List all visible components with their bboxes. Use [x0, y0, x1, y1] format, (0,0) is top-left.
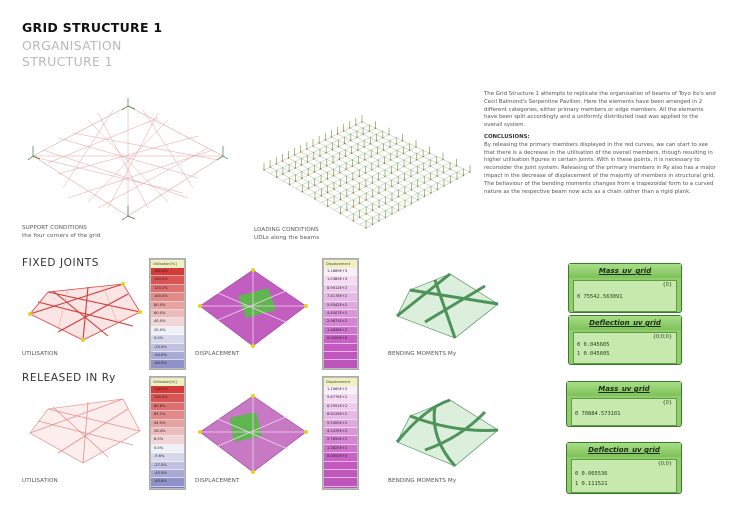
load-point [353, 206, 354, 207]
released-deflection-value-2: 1 0.111521 [575, 481, 608, 487]
load-point [314, 198, 315, 199]
legend-row: 80.6% [151, 403, 184, 411]
legend-row: 9.6776E+2 [324, 394, 357, 402]
load-point [314, 185, 315, 186]
fixed-mass-value: 0 75542.563091 [577, 294, 623, 300]
legend-row [324, 360, 357, 368]
load-point [331, 136, 332, 137]
load-point [346, 182, 347, 183]
load-point [325, 152, 326, 153]
section-fixed-joints: FIXED JOINTS [22, 257, 99, 269]
load-point [345, 156, 346, 157]
load-point [358, 162, 359, 163]
load-point [339, 172, 340, 173]
load-point [321, 195, 322, 196]
load-point [345, 169, 346, 170]
legend-row: 100.0% [151, 394, 184, 402]
legend-header: Displacement [324, 378, 357, 386]
load-point [294, 154, 295, 155]
load-point [301, 164, 302, 165]
load-point [353, 220, 354, 221]
legend-row: 160.4% [151, 268, 184, 276]
legend-row [324, 478, 357, 486]
grid-line [360, 169, 464, 225]
loading-caption-desc: UDLs along the beams [254, 235, 320, 241]
load-point [326, 165, 327, 166]
released-displacement-legend [322, 376, 359, 490]
support-caption-title: SUPPORT CONDITIONS [22, 225, 87, 231]
released-mass-panel[interactable] [566, 381, 682, 427]
load-point [327, 192, 328, 193]
load-point [302, 191, 303, 192]
legend-row: 1.0385E+3 [324, 276, 357, 284]
load-point [355, 124, 356, 125]
load-point [300, 151, 301, 152]
load-point [269, 166, 270, 167]
load-point [308, 188, 309, 189]
load-point [352, 192, 353, 193]
released-displacement-caption: DISPLACEMENT [195, 478, 240, 484]
legend-row: -27.5% [151, 462, 184, 470]
load-point [319, 155, 320, 156]
fixed-utilisation-caption: UTILISATION [22, 351, 58, 357]
load-point [365, 172, 366, 173]
legend-row: 0.0000E+0 [324, 335, 357, 343]
released-mass-value: 0 70884.573101 [575, 411, 621, 417]
load-point [313, 158, 314, 159]
legend-row: -60.0% [151, 360, 184, 368]
conclusions-heading: CONCLUSIONS: [484, 133, 530, 140]
load-point [332, 162, 333, 163]
legend-row: 118.2% [151, 386, 184, 394]
released-mass-title: Mass_uv grid [567, 382, 681, 396]
load-point [365, 213, 366, 214]
legend-row: -9.6% [151, 453, 184, 461]
load-point [346, 196, 347, 197]
load-point [352, 166, 353, 167]
released-utilisation-diagram [28, 397, 143, 467]
legend-row [324, 352, 357, 360]
legend-row: 7.4178E+2 [324, 293, 357, 301]
legend-row: 1.1060E+3 [324, 386, 357, 394]
legend-row: 140.3% [151, 276, 184, 284]
load-point [346, 209, 347, 210]
fixed-mass-path: {0} [662, 282, 672, 288]
grid-line [334, 156, 436, 210]
load-point [337, 133, 338, 134]
load-point [365, 186, 366, 187]
released-bending-caption: BENDING MOMENTS My [388, 478, 457, 484]
load-point [365, 227, 366, 228]
fixed-utilisation-diagram [28, 282, 143, 344]
load-point [338, 146, 339, 147]
fixed-utilisation-legend [149, 258, 186, 370]
legend-header: Displacement [324, 260, 357, 268]
load-point [333, 189, 334, 190]
legend-row: 0.0% [151, 335, 184, 343]
load-point [320, 181, 321, 182]
load-point [327, 206, 328, 207]
load-point [276, 177, 277, 178]
legend-row: 62.1% [151, 411, 184, 419]
fixed-displacement-diagram [198, 268, 308, 348]
legend-row: 1.1869E+3 [324, 268, 357, 276]
description-intro: The Grid Structure 1 attempts to replicate the organisation of beams of Toyo Ito's and Cecil Balmond's Serpentine Pavilion. Here the elements have been arranged in 2 different categories, either primary members or edge members. All the elements have been split accordingly and a uniformly distributed load was applied to the overall system. [484, 91, 716, 129]
load-point [363, 146, 364, 147]
page-subtitle-line2: STRUCTURE 1 [22, 54, 113, 69]
fixed-bending-caption: BENDING MOMENTS My [388, 351, 457, 357]
load-point [288, 170, 289, 171]
grid-line [341, 160, 444, 214]
load-point [343, 130, 344, 131]
fixed-mass-title: Mass_uv_grid [569, 264, 681, 278]
load-point [295, 167, 296, 168]
legend-row: 44.5% [151, 420, 184, 428]
legend-row: 20.0% [151, 327, 184, 335]
legend-row: 120.2% [151, 285, 184, 293]
legend-row: 1.4836E+2 [324, 327, 357, 335]
released-displacement-diagram [198, 394, 308, 474]
load-point [349, 127, 350, 128]
section-released-ry: RELEASED IN Ry [22, 372, 116, 384]
legend-row: 40.0% [151, 318, 184, 326]
load-point [307, 174, 308, 175]
legend-row: 2.7650E+2 [324, 436, 357, 444]
load-point [344, 143, 345, 144]
legend-row: -45.5% [151, 470, 184, 478]
legend-row: 5.5300E+2 [324, 420, 357, 428]
legend-row: 100.0% [151, 293, 184, 301]
released-utilisation-caption: UTILISATION [22, 478, 58, 484]
load-point [263, 169, 264, 170]
load-point [314, 171, 315, 172]
fixed-mass-panel[interactable] [568, 263, 682, 313]
load-point [350, 140, 351, 141]
fixed-bending-diagram [395, 272, 500, 340]
load-point [312, 145, 313, 146]
load-point [359, 217, 360, 218]
legend-row [151, 487, 184, 489]
fixed-deflection-panel[interactable] [568, 315, 682, 365]
load-point [352, 179, 353, 180]
released-deflection-path: {0;0} [657, 461, 672, 467]
page-title: GRID STRUCTURE 1 [22, 20, 163, 35]
released-mass-path: {0} [662, 400, 672, 406]
legend-row: 4.1475E+2 [324, 428, 357, 436]
legend-row: -63.6% [151, 478, 184, 486]
load-point [339, 159, 340, 160]
page-subtitle-line1: ORGANISATION [22, 38, 122, 53]
load-point [301, 178, 302, 179]
legend-row: 8.2951E+2 [324, 403, 357, 411]
load-point [361, 121, 362, 122]
fixed-displacement-caption: DISPLACEMENT [195, 351, 240, 357]
load-point [276, 163, 277, 164]
load-point [364, 159, 365, 160]
legend-row: 8.5% [151, 436, 184, 444]
legend-row: 60.0% [151, 310, 184, 318]
load-point [359, 203, 360, 204]
released-deflection-value-1: 0 0.065536 [575, 471, 608, 477]
load-point [289, 184, 290, 185]
released-deflection-title: Deflection_uv grid [567, 443, 681, 457]
legend-row: 6.9126E+2 [324, 411, 357, 419]
load-point [340, 185, 341, 186]
legend-row: -40.0% [151, 352, 184, 360]
fixed-deflection-path: {0;0;0} [652, 334, 672, 340]
legend-row: 0.0000E+0 [324, 453, 357, 461]
load-point [351, 153, 352, 154]
fixed-displacement-legend [322, 258, 359, 370]
fixed-deflection-title: Deflection_uv grid [569, 316, 681, 330]
support-caption-desc: the four corners of the grid [22, 233, 101, 239]
load-point [340, 199, 341, 200]
legend-row [324, 470, 357, 478]
legend-row: 5.9342E+2 [324, 302, 357, 310]
legend-row: 2.9671E+2 [324, 318, 357, 326]
support-conditions-diagram [28, 98, 228, 223]
grid-line [328, 153, 430, 206]
released-deflection-panel[interactable] [566, 442, 682, 494]
load-point [333, 202, 334, 203]
load-point [356, 137, 357, 138]
load-point [306, 148, 307, 149]
load-point [365, 199, 366, 200]
loading-caption-title: LOADING CONDITIONS [254, 227, 319, 233]
legend-row [324, 344, 357, 352]
loading-conditions-diagram [262, 118, 472, 230]
legend-row: 8.9012E+2 [324, 285, 357, 293]
grid-line [353, 166, 456, 221]
conclusions-text: By releasing the primary members displayed in the red curves, we can start to see that there is a decrease in the utilisation of the overall members, though resulting in higher utilisation figures in certain joints. With in these points, it is necessary to reconsider the joint system. Releasing of the primary members in Ry also has a major impact in the decrease of displacement of the majority of members in structural grid. The behaviour of the bending moments changes from a trapezoidal form to a curved nature as the respective beam now acts as a chain rather than a rigid plank. [484, 141, 716, 195]
legend-row: 4.4507E+2 [324, 310, 357, 318]
load-point [362, 134, 363, 135]
load-point [332, 149, 333, 150]
legend-header: Utilisation[%] [151, 260, 184, 268]
legend-row [324, 462, 357, 470]
load-point [307, 161, 308, 162]
load-point [318, 142, 319, 143]
fixed-deflection-value-2: 1 0.045605 [577, 351, 610, 357]
legend-row: -20.0% [151, 344, 184, 352]
load-point [282, 160, 283, 161]
load-point [359, 189, 360, 190]
load-point [288, 157, 289, 158]
legend-header: Utilisation[%] [151, 378, 184, 386]
load-point [340, 213, 341, 214]
load-point [325, 139, 326, 140]
load-point [358, 176, 359, 177]
fixed-deflection-value-1: 0 0.045605 [577, 342, 610, 348]
load-point [327, 178, 328, 179]
released-bending-diagram [395, 398, 500, 468]
load-point [320, 168, 321, 169]
description-block [484, 91, 716, 196]
released-utilisation-legend [149, 376, 186, 490]
legend-row: 1.3825E+2 [324, 445, 357, 453]
load-point [282, 173, 283, 174]
legend-row: 80.0% [151, 302, 184, 310]
load-point [295, 181, 296, 182]
load-point [357, 149, 358, 150]
legend-row: 26.4% [151, 428, 184, 436]
legend-row [324, 487, 357, 489]
legend-row: 0.0% [151, 445, 184, 453]
load-point [333, 175, 334, 176]
